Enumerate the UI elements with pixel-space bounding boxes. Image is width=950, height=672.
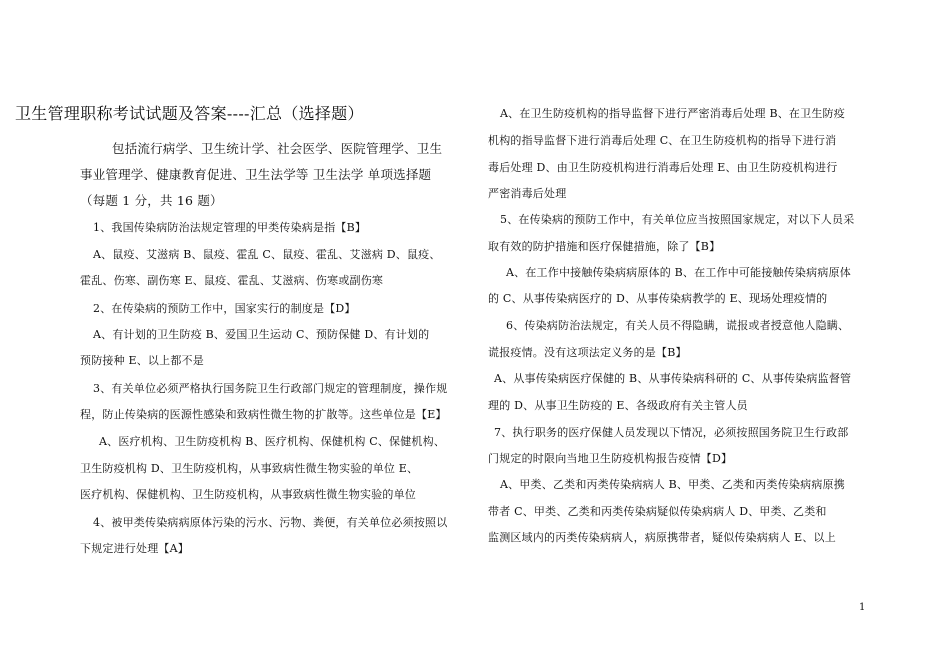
question-text-line: 程，防止传染病的医源性感染和致病性微生物的扩散等。这些单位是【E】 xyxy=(80,408,447,421)
answer-options-line: 毒后处理 D、由卫生防疫机构进行消毒后处理 E、由卫生防疫机构进行 xyxy=(488,161,838,174)
intro-line: 事业管理学、健康教育促进、卫生法学等 卫生法学 单项选择题 xyxy=(80,167,432,182)
answer-options-line: 监测区域内的丙类传染病病人，病原携带者，疑似传染病病人 E、以上 xyxy=(488,531,836,544)
answer-options-line: A、甲类、乙类和丙类传染病病人 B、甲类、乙类和丙类传染病病原携 xyxy=(500,478,845,491)
question-text-line: 谎报疫情。没有这项法定义务的是【B】 xyxy=(488,346,687,359)
page-number: 1 xyxy=(859,602,866,613)
answer-options-line: 预防接种 E、以上都不是 xyxy=(80,354,204,367)
question-text-line: 门规定的时限向当地卫生防疫机构报告疫情【D】 xyxy=(488,452,733,465)
answer-options-line: 医疗机构、保健机构、卫生防疫机构，从事致病性微生物实验的单位 xyxy=(80,488,416,501)
answer-options-line: A、鼠疫、艾滋病 B、鼠疫、霍乱 C、鼠疫、霍乱、艾滋病 D、鼠疫、 xyxy=(93,248,441,261)
answer-options-line: 的 C、从事传染病医疗的 D、从事传染病教学的 E、现场处理疫情的 xyxy=(488,292,828,305)
question-6: 6、传染病防治法规定，有关人员不得隐瞒，谎报或者授意他人隐瞒、 xyxy=(506,319,850,332)
answer-options-line: A、医疗机构、卫生防疫机构 B、医疗机构、保健机构 C、保健机构、 xyxy=(99,435,446,448)
question-3: 3、有关单位必须严格执行国务院卫生行政部门规定的管理制度，操作规 xyxy=(93,382,448,395)
intro-line: 包括流行病学、卫生统计学、社会医学、医院管理学、卫生 xyxy=(112,141,443,156)
question-2: 2、在传染病的预防工作中，国家实行的制度是【D】 xyxy=(93,302,356,315)
answer-options-line: 霍乱、伤寒、副伤寒 E、鼠疫、霍乱、艾滋病、伤寒或副伤寒 xyxy=(80,274,384,287)
answer-options-line: 机构的指导监督下进行消毒后处理 C、在卫生防疫机构的指导下进行消 xyxy=(488,134,837,147)
question-7: 7、执行职务的医疗保健人员发现以下情况，必须按照国务院卫生行政部 xyxy=(494,426,849,439)
intro-line: （每题 1 分，共 16 题） xyxy=(80,193,223,208)
question-1: 1、我国传染病防治法规定管理的甲类传染病是指【B】 xyxy=(93,221,367,234)
question-5: 5、在传染病的预防工作中，有关单位应当按照国家规定，对以下人员采 xyxy=(500,213,855,226)
question-text-line: 下规定进行处理【A】 xyxy=(80,542,189,555)
answer-options-line: 严密消毒后处理 xyxy=(488,187,567,200)
answer-options-line: 理的 D、从事卫生防疫的 E、各级政府有关主管人员 xyxy=(488,399,748,412)
question-4: 4、被甲类传染病病原体污染的污水、污物、粪便，有关单位必须按照以 xyxy=(93,516,448,529)
answer-options-line: A、在卫生防疫机构的指导监督下进行严密消毒后处理 B、在卫生防疫 xyxy=(500,107,845,120)
answer-options-line: A、在工作中接触传染病病原体的 B、在工作中可能接触传染病病原体 xyxy=(506,266,851,279)
question-text-line: 取有效的防护措施和医疗保健措施，除了【B】 xyxy=(488,240,721,253)
document-title: 卫生管理职称考试试题及答案----汇总（选择题） xyxy=(15,104,364,123)
answer-options-line: 带者 C、甲类、乙类和丙类传染病疑似传染病病人 D、甲类、乙类和 xyxy=(488,505,827,518)
answer-options-line: A、有计划的卫生防疫 B、爱国卫生运动 C、预防保健 D、有计划的 xyxy=(93,328,430,341)
answer-options-line: A、从事传染病医疗保健的 B、从事传染病科研的 C、从事传染病监督管 xyxy=(494,372,852,385)
answer-options-line: 卫生防疫机构 D、卫生防疫机构，从事致病性微生物实验的单位 E、 xyxy=(80,462,419,475)
